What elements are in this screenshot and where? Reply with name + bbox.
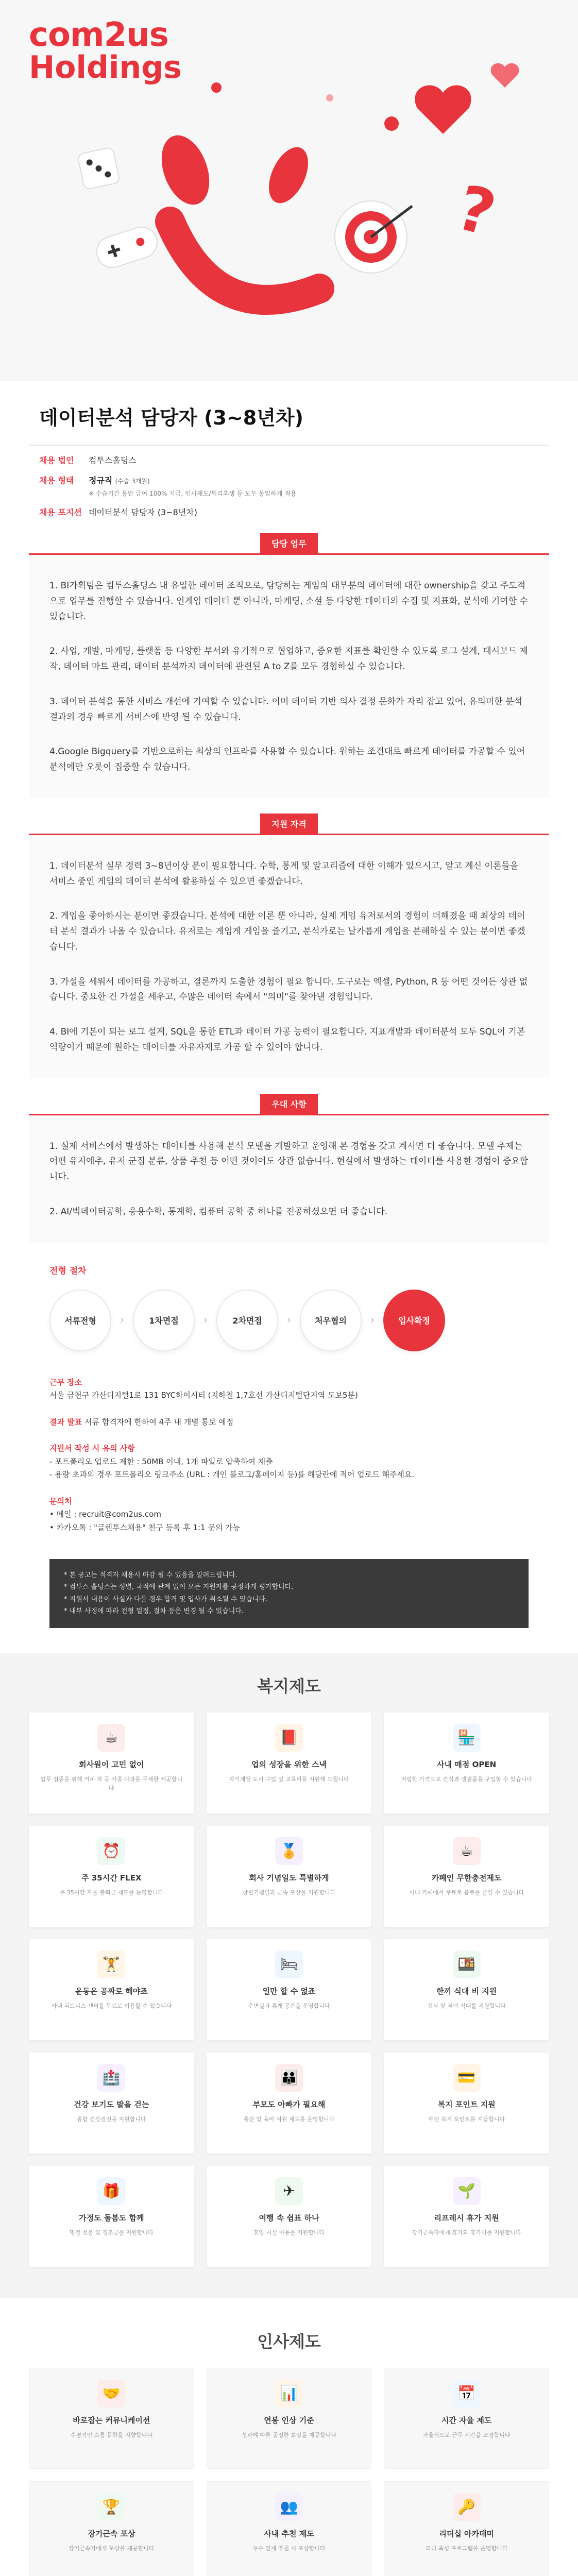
target-icon — [335, 201, 412, 273]
benefit-card — [384, 2481, 549, 2576]
process-step: 서류전형 — [49, 1290, 111, 1351]
card-title: 부모도 아빠가 필요해 — [252, 2099, 326, 2109]
benefit-card — [384, 2368, 549, 2469]
card-title: 한끼 식대 비 지원 — [436, 1986, 497, 1996]
card-description: 장기근속자에게 포상을 제공합니다 — [69, 2545, 155, 2552]
dot-icon — [211, 82, 222, 93]
calendar-icon: 📅 — [453, 2380, 481, 2408]
apply-notes-block — [49, 1442, 529, 1482]
benefit-card — [29, 1939, 194, 2040]
process-label: 전형 절차 — [49, 1265, 87, 1276]
handshake-icon: 🤝 — [97, 2380, 125, 2408]
card-description: 매년 복지 포인트를 지급합니다 — [428, 2115, 505, 2123]
duties-heading — [29, 533, 549, 553]
qualification-item: 1. 데이터분석 실무 경력 3~8년이상 분이 필요합니다. 수학, 통계 및 알고리즘에 대한 이해가 있으시고, 알고 계신 이론들을 서비스 중인 게임의 데이터 분석에 활용하실 수 있으면 좋겠습니다. — [49, 860, 519, 887]
info-note: (수습 3개월) — [115, 478, 150, 485]
card-title: 회사원이 고민 없이 — [79, 1759, 144, 1769]
process-step: 1차면접 — [133, 1290, 195, 1351]
card-description: 휴양 시설 이용을 지원합니다 — [253, 2229, 325, 2236]
hero-banner — [0, 0, 578, 381]
card-title: 리더십 아카데미 — [439, 2529, 494, 2538]
gamepad-icon — [93, 223, 161, 272]
medical-icon: 🏥 — [97, 2064, 125, 2092]
section-heading-label: 담당 업무 — [260, 533, 317, 553]
process-step-final: 입사확정 — [383, 1290, 445, 1351]
benefit-card — [29, 1826, 194, 1927]
card-description: 성과에 따른 공정한 보상을 제공합니다 — [241, 2431, 336, 2438]
info-value: 정규직 — [89, 476, 113, 485]
logo-line1: com2us — [29, 16, 168, 54]
benefit-card — [29, 2368, 194, 2469]
dice-icon — [77, 147, 120, 190]
duties-body — [29, 555, 549, 798]
info-label: 채용 법인 — [39, 455, 74, 465]
preferred-heading — [29, 1094, 549, 1114]
info-company-row — [29, 446, 549, 466]
contact-kakao: • 카카오톡 : "글렌투스채용" 친구 등록 후 1:1 문의 가능 — [49, 1522, 241, 1532]
left-eye-shape-icon — [153, 129, 218, 211]
card-description: 업무 집중을 위해 커피·차 등 각종 다과를 무제한 제공합니다 — [40, 1775, 183, 1792]
duty-item: 3. 데이터 분석을 통한 서비스 개선에 기여할 수 있습니다. 이미 데이터 기반 의사 결정 문화가 자리 잡고 있어, 유의미한 분석 결과의 경우 빠르게 서비스에 반영 될 수 있습니다. — [49, 696, 522, 722]
benefit-card — [207, 1939, 372, 2040]
meta-label: 근무 장소 — [49, 1377, 82, 1387]
section-heading-label: 우대 사항 — [260, 1094, 317, 1114]
cafe-icon: ☕ — [453, 1837, 481, 1865]
card-description: 우수 인재 추천 시 포상합니다 — [252, 2545, 326, 2552]
process-steps — [49, 1290, 529, 1351]
info-type-row — [29, 466, 549, 498]
card-description: 리더 육성 프로그램을 운영합니다 — [426, 2545, 508, 2552]
info-subtext: ※ 수습기간 동안 급여 100% 지급, 인사제도/복리후생 등 모두 동일하게 적용 — [89, 490, 297, 497]
people-icon: 👥 — [275, 2493, 303, 2521]
preferred-item: 1. 실제 서비스에서 발생하는 데이터를 사용해 분석 모델을 개발하고 운영해 본 경험을 갖고 계시면 더 좋습니다. 모델 추제는 어떤 유저에추, 유저 군집 분류, 상품 추천 등 어떤 것이어도 상관 없습니다. 현실에서 발생하는 데이터를 사용한 경험이 중요합니다. — [49, 1141, 529, 1182]
notice-line: * 내부 사정에 따라 전형 일정, 절차 등은 변경 될 수 있습니다. — [64, 1607, 244, 1616]
benefit-card — [384, 1826, 549, 1927]
heart-small-icon — [491, 63, 519, 88]
company-logo — [29, 16, 182, 86]
job-meta — [29, 1357, 549, 1541]
card-description: 출산 및 육아 지원 제도를 운영합니다 — [243, 2115, 335, 2123]
benefit-card — [384, 1939, 549, 2040]
result-block — [49, 1416, 529, 1429]
card-description: 사내 카페에서 무료로 음료를 즐길 수 있습니다 — [409, 1889, 524, 1896]
qualification-item: 3. 가설을 세워서 데이터를 가공하고, 결론까지 도출한 경험이 필요 합니다. 도구로는 엑셀, Python, R 등 어떤 것이든 상관 없습니다. 중요한 건 가설을 세우고, 수많은 데이터 속에서 "의미"를 찾아낸 경험입니다. — [49, 976, 528, 1003]
duty-item: 4.Google Bigquery를 기반으로하는 최상의 인프라를 사용할 수 있습니다. 원하는 조건대로 빠르게 데이터를 가공할 수 있어 분석에만 오롯이 집중할 수 있습니다. — [49, 747, 525, 772]
info-label: 채용 형태 — [39, 476, 74, 485]
benefits-grid — [29, 1713, 549, 2267]
hr-section — [0, 2298, 578, 2576]
benefit-card — [384, 1713, 549, 1814]
meta-label: 문의처 — [49, 1496, 72, 1506]
dot-icon — [326, 94, 333, 101]
hr-grid — [29, 2368, 549, 2576]
logo-line2: Holdings — [29, 49, 182, 86]
benefit-card — [384, 2053, 549, 2154]
qualifications-body — [29, 835, 549, 1078]
card-description: 사내 피트니스 센터를 무료로 이용할 수 있습니다 — [51, 2002, 172, 2009]
meta-text: - 포트폴리오 업로드 제한 : 50MB 이내, 1개 파일로 압축하여 제출 — [49, 1456, 273, 1466]
card-title: 회사 기념일도 특별하게 — [249, 1873, 329, 1883]
benefit-card — [29, 2166, 194, 2267]
qualification-item: 2. 게임을 좋아하시는 분이면 좋겠습니다. 분석에 대한 이론 뿐 아니라, 실제 게임 유저로서의 경험이 더해졌을 때 최상의 데이터 분석 결과가 나올 수 있습니다. 유저로는 게임게 게임을 즐기고, 분석가로는 날카롭게 게임을 분해하실 수 있는 분이면 좋겠습니다. — [49, 911, 525, 952]
contact-email-link[interactable]: • 메일 : recruit@com2us.com — [49, 1510, 161, 1519]
card-title: 주 35시간 FLEX — [81, 1873, 142, 1883]
clock-icon: ⏰ — [97, 1837, 125, 1865]
meta-text: 서울 금천구 가산디지털1로 131 BYC하이시티 (지하철 1,7호선 가산디지털단지역 도보5분) — [49, 1391, 358, 1400]
arrow-right-icon: › — [203, 1314, 208, 1327]
benefit-card — [207, 2166, 372, 2267]
qualifications-heading — [29, 814, 549, 834]
chart-icon: 📊 — [275, 2380, 303, 2408]
contact-block — [49, 1495, 529, 1535]
trophy-icon: 🏆 — [97, 2493, 125, 2521]
notice-line: * 지원서 내용이 사실과 다를 경우 합격 및 입사가 취소될 수 있습니다. — [64, 1595, 268, 1603]
card-title: 건강 보기도 발을 걷는 — [74, 2099, 149, 2109]
card-title: 일만 할 수 없죠 — [262, 1986, 316, 1996]
benefit-card — [207, 2368, 372, 2469]
card-title: 리프레시 휴가 지원 — [434, 2213, 499, 2223]
card-title: 장기근속 포상 — [88, 2529, 135, 2538]
meta-text: 서류 합격자에 한하여 4주 내 개별 통보 예정 — [84, 1417, 234, 1427]
right-eye-shape-icon — [261, 141, 316, 209]
card-title: 가정도 돌봄도 함께 — [79, 2213, 144, 2223]
sprout-icon: 🌱 — [453, 2177, 481, 2205]
card-title: 시간 자율 제도 — [441, 2415, 492, 2425]
preferred-item: 2. AI/빅데이터공학, 응용수학, 통계학, 컴퓨터 공학 중 하나를 전공하셨으면 더 좋습니다. — [49, 1206, 388, 1217]
card-description: 장기근속자에게 휴가와 휴가비를 지원합니다 — [412, 2229, 521, 2236]
card-title: 업의 성장을 위한 스낵 — [251, 1759, 327, 1769]
bed-icon: 🛏 — [275, 1951, 303, 1978]
card-title: 카페인 무한충전제도 — [431, 1873, 502, 1883]
card-title: 여행 속 쉼표 하나 — [259, 2213, 319, 2223]
gift-icon: 🎁 — [97, 2177, 125, 2205]
preferred-body — [29, 1115, 549, 1243]
card-description: 주 35시간 자율 출퇴근 제도를 운영합니다 — [59, 1889, 164, 1896]
info-position-row — [29, 498, 549, 518]
arrow-right-icon: › — [370, 1314, 375, 1327]
card-description: 수평적인 소통 문화를 지향합니다 — [70, 2431, 152, 2438]
book-icon: 📕 — [275, 1724, 303, 1752]
notice-line: * 본 공고는 적격자 채용시 마감 될 수 있음을 알려드립니다. — [64, 1571, 237, 1579]
medal-icon: 🏅 — [275, 1837, 303, 1865]
section-heading-label: 지원 자격 — [260, 814, 317, 834]
key-icon: 🔑 — [453, 2493, 481, 2521]
info-label: 채용 포지션 — [39, 507, 82, 517]
card-description: 종합 건강검진을 지원합니다 — [77, 2115, 146, 2123]
card-icon: 💳 — [453, 2064, 481, 2092]
card-title: 바로잡는 커뮤니케이션 — [73, 2415, 150, 2425]
process-step: 2차면접 — [216, 1290, 278, 1351]
question-mark-icon: ? — [449, 172, 503, 251]
heart-icon — [415, 86, 471, 134]
process-step: 처우협의 — [300, 1290, 362, 1351]
arrow-right-icon: › — [120, 1314, 125, 1327]
card-title: 사내 매점 OPEN — [437, 1759, 497, 1769]
info-value: 데이터분석 담당자 (3~8년차) — [89, 507, 197, 517]
card-description: 수면실과 휴게 공간을 운영합니다 — [248, 2002, 330, 2009]
card-description: 저렴한 가격으로 간식과 생필품을 구입할 수 있습니다 — [401, 1775, 533, 1783]
card-title: 복지 포인트 지원 — [437, 2099, 496, 2109]
notice-line: * 컴투스 홀딩스는 성별, 국적에 관계 없이 모든 지원자를 공정하게 평가합니다. — [64, 1583, 294, 1591]
card-description: 창립기념일과 근속 포상을 지원합니다 — [242, 1889, 336, 1896]
duty-item: 2. 사업, 개발, 마케팅, 플랫폼 등 다양한 부서와 유기적으로 협업하고, 중요한 지표를 확인할 수 있도록 로그 설계, 대시보드 제작, 데이터 마트 관리, 데이터 분석까지 데이터에 관련된 A to Z를 모두 경험하실 수 있습니다. — [49, 646, 528, 672]
meta-label: 결과 발표 — [49, 1417, 82, 1427]
hr-title: 인사제도 — [257, 2331, 321, 2351]
benefit-card — [29, 1713, 194, 1814]
card-title: 연봉 인상 기준 — [264, 2415, 314, 2425]
duty-item: 1. BI가획팀은 컴투스홀딩스 내 유일한 데이터 조직으로, 담당하는 게임의 대부분의 데이터에 대한 ownership을 갖고 주도적으로 업무를 진행할 수 있습니다. 인게임 데이터 뿐 아니라, 마케팅, 소셜 등 다양한 데이터의 수집 및 지표화, 분석에 기여할 수 있습니다. — [49, 581, 528, 622]
benefit-card — [207, 2481, 372, 2576]
arrow-right-icon: › — [286, 1314, 292, 1327]
card-title: 사내 추천 제도 — [264, 2529, 314, 2538]
benefit-card — [29, 2481, 194, 2576]
benefit-card — [207, 1826, 372, 1927]
benefits-section — [0, 1653, 578, 2298]
card-description: 점심 및 저녁 식대를 지원합니다 — [427, 2002, 506, 2009]
benefit-card — [29, 2053, 194, 2154]
qualification-item: 4. BI에 기본이 되는 로그 설계, SQL을 통한 ETL과 데이터 가공 능력이 필요합니다. 지표개발과 데이터분석 모두 SQL이 기본 역량이기 때문에 원하는 데이터를 자유자재로 가공 할 수 있어야 합니다. — [49, 1027, 525, 1053]
info-value: 컴투스홀딩스 — [89, 455, 137, 465]
benefits-title: 복지제도 — [257, 1676, 321, 1696]
meta-text: - 용량 초과의 경우 포트폴리오 링크주소 (URL : 개인 블로그/홈페이지 등)를 해당란에 적어 업로드 해주세요. — [49, 1470, 415, 1479]
hiring-process — [29, 1243, 549, 1357]
card-title: 운동은 공짜로 해야죠 — [75, 1986, 148, 1996]
card-description: 명절 선물 및 경조금을 지원합니다 — [69, 2229, 154, 2236]
dot-icon — [384, 116, 399, 131]
benefit-card — [384, 2166, 549, 2267]
tray-icon: 🍱 — [453, 1951, 481, 1978]
card-description: 자율적으로 근무 시간을 조정합니다 — [422, 2431, 511, 2438]
location-block — [49, 1376, 529, 1402]
plane-icon: ✈ — [275, 2177, 303, 2205]
benefit-card — [207, 2053, 372, 2154]
notice-box — [49, 1559, 529, 1628]
coffee-icon: ☕ — [97, 1724, 125, 1752]
benefit-card — [207, 1713, 372, 1814]
gym-icon: 🏋 — [97, 1951, 125, 1978]
card-description: 자기계발 도서 구입 및 교육비를 지원해 드립니다 — [229, 1775, 349, 1783]
posting-content — [0, 381, 578, 1628]
store-icon: 🏪 — [453, 1724, 481, 1752]
job-title: 데이터분석 담당자 (3~8년차) — [29, 381, 549, 446]
meta-label: 지원서 작성 시 유의 사항 — [49, 1444, 135, 1453]
smile-shape-icon — [170, 222, 319, 300]
family-icon: 👪 — [275, 2064, 303, 2092]
